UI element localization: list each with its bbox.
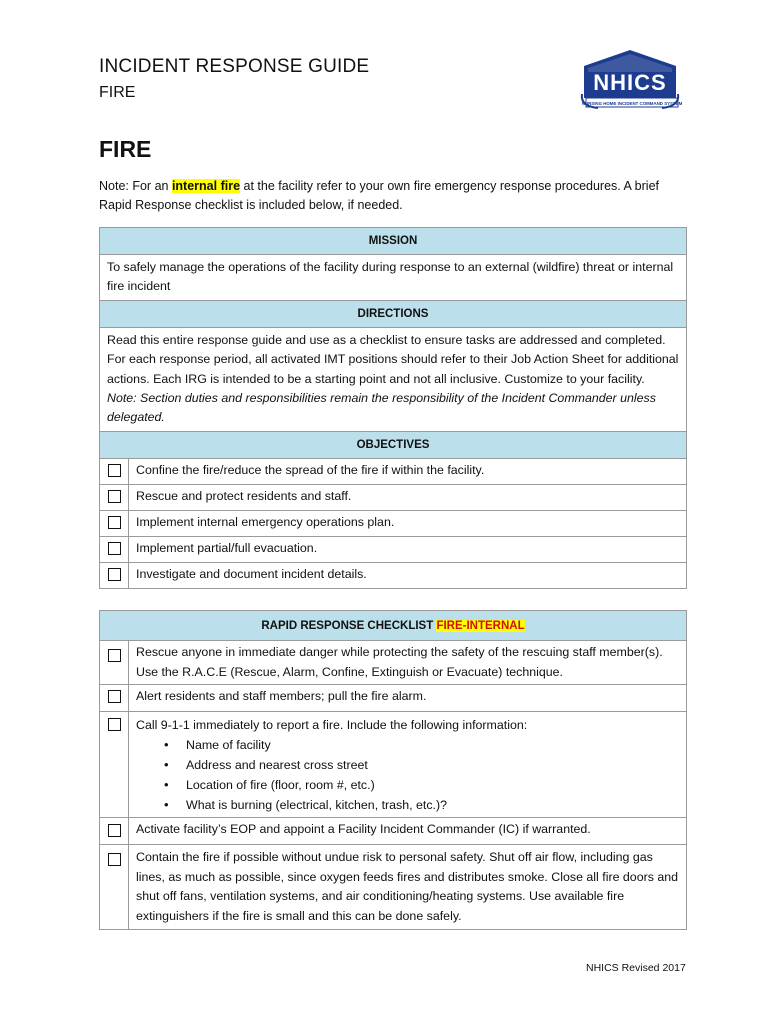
objective-text: Implement internal emergency operations plan. [129,510,687,536]
checklist-text: Activate facility’s EOP and appoint a Facility Incident Commander (IC) if warranted. [129,818,687,845]
checkbox[interactable] [108,690,121,703]
checklist-row [100,845,687,930]
checkbox[interactable] [108,568,121,581]
directions-text [100,327,687,431]
checklist-row [100,685,687,712]
objective-row [100,484,687,510]
checklist-row [100,712,687,818]
checkbox[interactable] [108,490,121,503]
rapid-response-table [99,610,687,930]
svg-text:NURSING HOME INCIDENT COMMAND: NURSING HOME INCIDENT COMMAND SYSTEM [581,101,682,106]
document-subtitle: FIRE [99,84,136,101]
list-item: • Location of fire (floor, room #, etc.) [186,775,679,795]
checkbox[interactable] [108,853,121,866]
section-heading: FIRE [99,136,152,162]
list-item: • Name of facility [186,735,679,755]
objective-text: Rescue and protect residents and staff. [129,484,687,510]
checklist-row [100,818,687,845]
nhics-logo [578,48,682,110]
note-rest: at the facility refer to your own fire emergency response procedures. A brief Rapid Response checklist is included below, if needed. [99,179,659,212]
objective-row [100,458,687,484]
directions-note: Note: Section duties and responsibilities remain the responsibility of the Incident Commander unless delegated. [107,391,656,425]
checkbox[interactable] [108,516,121,529]
objective-text: Implement partial/full evacuation. [129,536,687,562]
checkbox[interactable] [108,649,121,662]
directions-header: DIRECTIONS [100,300,687,327]
guide-table [99,227,687,589]
list-item: • What is burning (electrical, kitchen, trash, etc.)? [186,795,679,815]
objective-row [100,562,687,588]
call-info-list [136,735,679,815]
checklist-text: Contain the fire if possible without undue risk to personal safety. Shut off air flow, including gas lines, as much as possible, since oxygen feeds fires and distributes smoke. Close all fire doors and shut off fans, ventilation systems, and air conditioning/heating systems. Use available fire extinguishers if the fire is small and this can be done safely. [129,845,687,930]
rapid-header [100,611,687,641]
checklist-text: Alert residents and staff members; pull the fire alarm. [129,685,687,712]
note-highlight: internal fire [171,179,241,193]
objective-row [100,536,687,562]
svg-text:NHICS: NHICS [593,70,667,95]
directions-body: Read this entire response guide and use as a checklist to ensure tasks are addressed and completed. For each response period, all activated IMT positions should refer to their Job Action Sheet for additional actions. Each IRG is intended to be a starting point and not all inclusive. Customize to your facility. [107,332,679,386]
checklist-row [100,641,687,685]
objective-text: Investigate and document incident details. [129,562,687,588]
checkbox[interactable] [108,542,121,555]
note-lead: Note: For an [99,179,172,193]
document-title: INCIDENT RESPONSE GUIDE [99,56,370,77]
checklist-text [129,712,687,818]
call-911-text: Call 9-1-1 immediately to report a fire. Include the following information: [136,718,528,732]
rapid-tag: FIRE-INTERNAL [436,619,525,632]
checkbox[interactable] [108,464,121,477]
checkbox[interactable] [108,718,121,731]
intro-note [99,177,689,215]
footer-revision: NHICS Revised 2017 [586,962,686,974]
objectives-header: OBJECTIVES [100,431,687,458]
list-item: • Address and nearest cross street [186,755,679,775]
mission-text: To safely manage the operations of the facility during response to an external (wildfire) threat or internal fire incident [100,255,687,301]
objective-row [100,510,687,536]
checklist-text: Rescue anyone in immediate danger while protecting the safety of the rescuing staff member(s). Use the R.A.C.E (Rescue, Alarm, Confine, Extinguish or Evacuate) technique. [129,641,687,685]
checkbox[interactable] [108,824,121,837]
mission-header: MISSION [100,228,687,255]
rapid-label: RAPID RESPONSE CHECKLIST [261,619,434,632]
objective-text: Confine the fire/reduce the spread of the fire if within the facility. [129,458,687,484]
